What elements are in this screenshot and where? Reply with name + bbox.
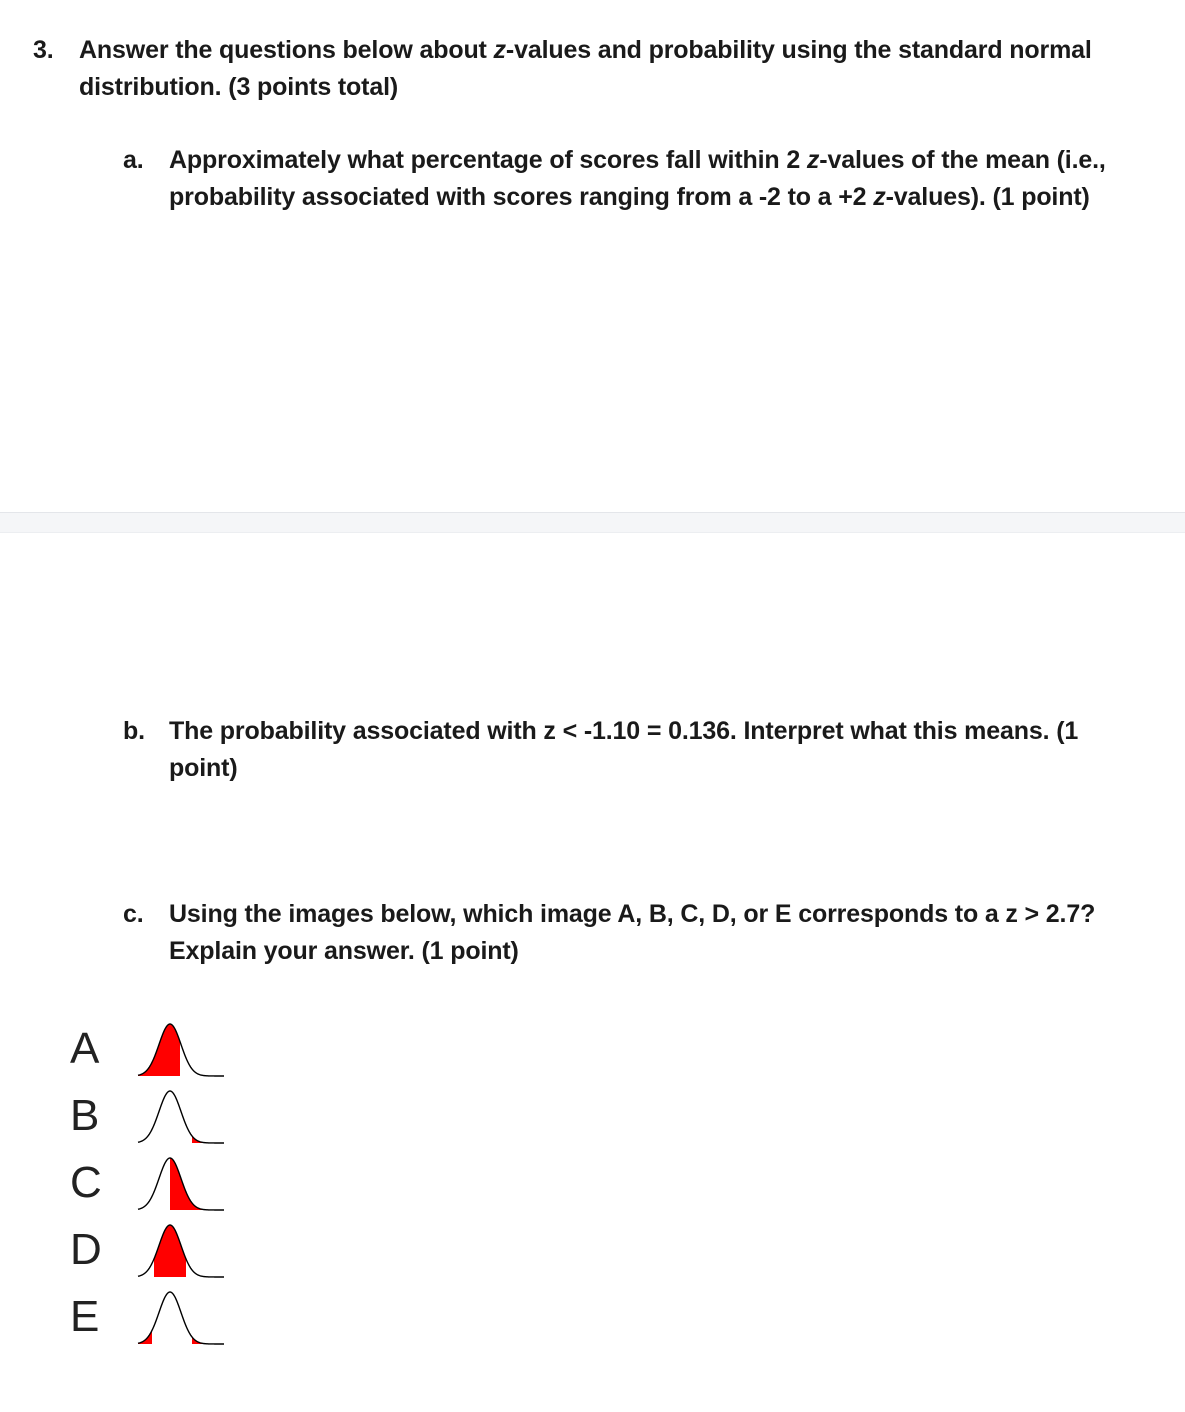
normal-curve-image xyxy=(130,1152,240,1218)
part-b-text: The probability associated with z < -1.10 = 0.136. Interpret what this means. (1 point) xyxy=(169,717,1079,782)
shaded-region xyxy=(138,1330,152,1344)
distribution-label: E xyxy=(70,1292,100,1341)
normal-curve-image xyxy=(130,1018,240,1084)
page-divider xyxy=(0,512,1185,533)
distribution-label: A xyxy=(70,1024,100,1073)
question-number: 3. xyxy=(33,36,54,64)
shaded-region xyxy=(170,1158,224,1210)
shaded-region xyxy=(154,1225,186,1277)
distribution-label: D xyxy=(70,1225,102,1274)
part-a-label: a. xyxy=(123,146,144,174)
distribution-label: C xyxy=(70,1158,102,1207)
normal-curve-image xyxy=(130,1286,240,1352)
shaded-region xyxy=(192,1337,224,1344)
question-text: Answer the questions below about z-values and probability using the standard normal distribution. (3 points total) xyxy=(79,36,1092,101)
normal-curve-image xyxy=(130,1219,240,1285)
normal-curve xyxy=(138,1091,224,1143)
distribution-label: B xyxy=(70,1091,100,1140)
part-c-text: Using the images below, which image A, B, C, D, or E corresponds to a z > 2.7? Explain your answer. (1 point) xyxy=(169,900,1096,965)
part-c-label: c. xyxy=(123,900,144,928)
part-b-label: b. xyxy=(123,717,145,745)
shaded-region xyxy=(138,1024,180,1076)
part-a-text: Approximately what percentage of scores fall within 2 z-values of the mean (i.e., probability associated with scores ranging from a -2 to a +2 z-values). (1 point) xyxy=(169,146,1106,211)
shaded-region xyxy=(192,1136,224,1143)
normal-curve-image xyxy=(130,1085,240,1151)
